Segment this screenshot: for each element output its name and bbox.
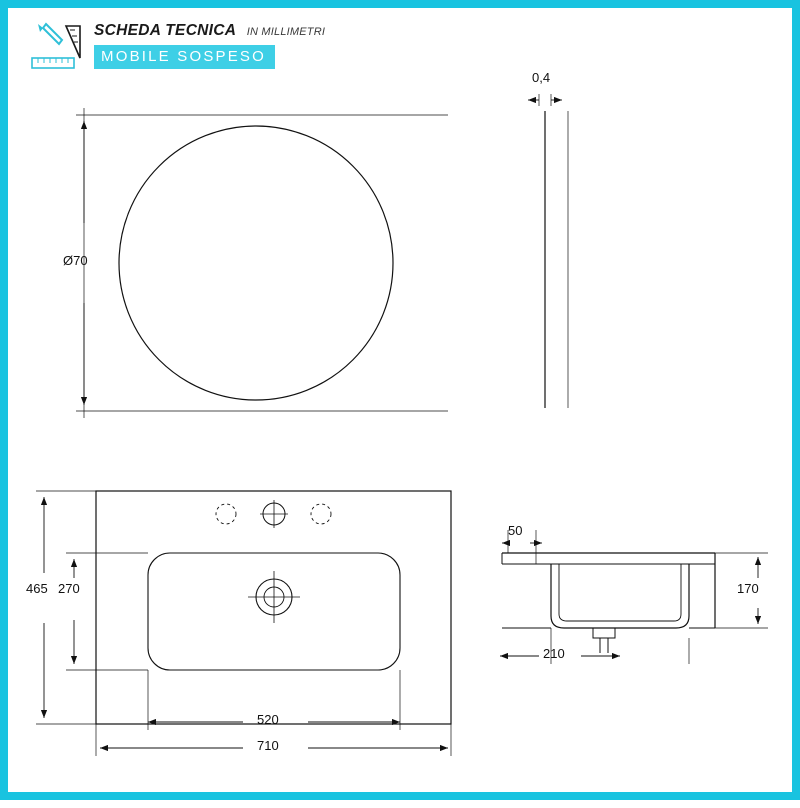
page-subtitle: IN MILLIMETRI (246, 26, 326, 38)
product-type-band: MOBILE SOSPESO (94, 45, 275, 69)
mirror-side-section-view (528, 94, 568, 408)
basin-overall-depth-label: 465 (26, 581, 48, 596)
basin-inner-depth-label: 270 (58, 581, 80, 596)
page-title: SCHEDA TECNICA (94, 22, 237, 39)
washbasin-section-view (500, 530, 768, 664)
basin-rim-depth-label: 50 (508, 523, 523, 538)
basin-height-label: 170 (737, 581, 759, 596)
round-mirror-front-view (76, 108, 448, 418)
washbasin-top-view (36, 491, 451, 756)
mirror-diameter-label: Ø70 (63, 253, 88, 268)
mirror-thickness-label: 0,4 (532, 70, 551, 85)
basin-inner-width-label: 520 (257, 712, 279, 727)
drawing-canvas (8, 8, 800, 808)
basin-overall-width-label: 710 (257, 738, 279, 753)
basin-bowl-width-label: 210 (543, 646, 565, 661)
sheet-inner (8, 8, 792, 792)
